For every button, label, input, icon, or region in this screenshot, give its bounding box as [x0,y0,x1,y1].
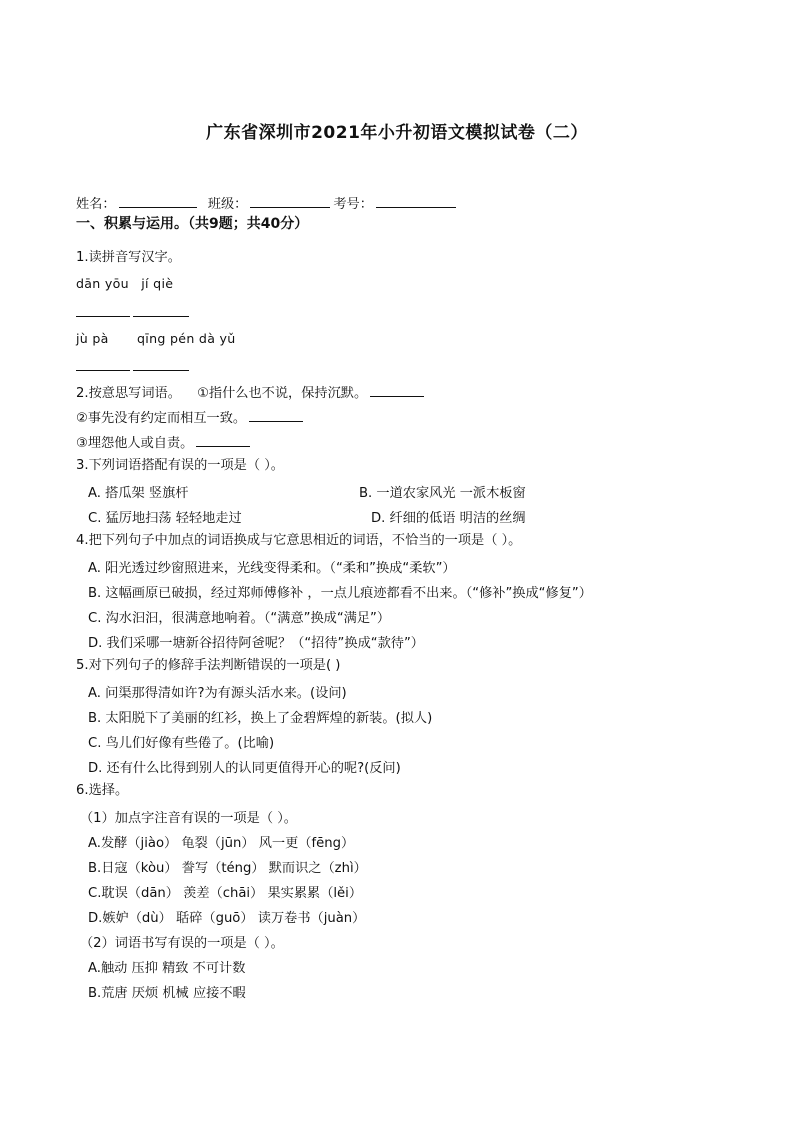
pinyin-item: dān yōu [76,276,129,291]
q5-option-b[interactable]: B. 太阳脱下了美丽的红衫，换上了金碧辉煌的新装。(拟人) [88,711,433,726]
page-title: 广东省深圳市2021年小升初语文模拟试卷（二） [206,123,588,143]
q2-item1: ①指什么也不说，保持沉默。 [197,386,368,401]
pinyin-item: jù pà [76,331,109,346]
q5-option-d[interactable]: D. 还有什么比得到别人的认同更值得开心的呢?(反问) [88,761,401,776]
q3-option-c[interactable]: C. 猛厉地扫荡 轻轻地走过 [88,511,242,526]
q4-option-c[interactable]: C. 沟水汩汩，很满意地响着。（“满意”换成“满足”） [88,611,391,626]
q3-option-b[interactable]: B. 一道农家风光 一派木板窗 [359,486,526,501]
number-label: 考号： [333,197,373,212]
q6-sub2-stem: （2）词语书写有误的一项是（ ）。 [80,936,284,951]
q4-stem: 4.把下列句子中加点的词语换成与它意思相近的词语，不恰当的一项是（ ）。 [76,533,522,548]
class-label: 班级： [207,197,248,212]
q6-sub1-option-c[interactable]: C.耽误（dān） 羡差（chāi） 果实累累（lěi） [88,886,363,901]
q1-pinyin-row2 [76,330,244,348]
q5-stem: 5.对下列句子的修辞手法判断错误的一项是( ) [76,658,341,673]
q6-stem: 6.选择。 [76,783,129,798]
q2-line3 [76,432,253,453]
q1-answer-blank[interactable] [76,316,130,317]
name-field[interactable] [119,193,197,208]
q4-option-d[interactable]: D. 我们采哪一塘新谷招待阿爸呢？（“招待”换成“款待”） [88,636,424,651]
name-label: 姓名： [76,197,116,212]
pinyin-item: jí qiè [141,276,174,291]
q5-option-c[interactable]: C. 鸟儿们好像有些倦了。(比喻) [88,736,275,751]
q2-blank2[interactable] [249,407,303,422]
q5-option-a[interactable]: A. 问渠那得清如许?为有源头活水来。(设问) [88,686,347,701]
q2-stem: 2.按意思写词语。 [76,386,181,401]
q1-answer-blank[interactable] [133,316,189,317]
q2-line1 [76,382,427,403]
q1-answer-blank[interactable] [133,370,189,371]
q2-line2 [76,407,306,428]
q3-option-d[interactable]: D. 纤细的低语 明洁的丝绸 [371,511,526,526]
q4-option-b[interactable]: B. 这幅画原已破损，经过郑师傅修补 ，一点儿痕迹都看不出来。（“修补”换成“修复”） [88,586,592,601]
q6-sub1-option-b[interactable]: B.日寇（kòu） 誊写（téng） 默而识之（zhì） [88,861,367,876]
q2-item3: ③埋怨他人或自责。 [76,436,194,451]
q2-blank3[interactable] [196,432,250,447]
q4-option-a[interactable]: A. 阳光透过纱窗照进来，光线变得柔和。（“柔和”换成“柔软”） [88,561,456,576]
q6-sub1-option-a[interactable]: A.发酵（jiào） 龟裂（jūn） 风一更（fēng） [88,836,355,851]
number-field[interactable] [376,193,456,208]
q2-item2: ②事先没有约定而相互一致。 [76,411,247,426]
pinyin-item: qīng pén dà yǔ [137,331,236,346]
q2-blank1[interactable] [370,382,424,397]
q1-answer-blank[interactable] [76,370,130,371]
student-info-row [76,193,459,214]
q6-sub2-option-b[interactable]: B.荒唐 厌烦 机械 应接不暇 [88,986,246,1001]
section1-heading: 一、积累与运用。（共9题；共40分） [76,216,309,232]
q3-stem: 3.下列词语搭配有误的一项是（ ）。 [76,458,284,473]
q6-sub1-stem: （1）加点字注音有误的一项是（ ）。 [80,811,297,826]
q6-sub1-option-d[interactable]: D.嫉妒（dù） 聒碎（guō） 读万卷书（juàn） [88,911,366,926]
class-field[interactable] [250,193,330,208]
q6-sub2-option-a[interactable]: A.触动 压抑 精致 不可计数 [88,961,246,976]
q3-option-a[interactable]: A. 搭瓜架 竖旗杆 [88,486,189,501]
q1-pinyin-row1 [76,275,181,293]
q1-stem: 1.读拼音写汉字。 [76,250,181,265]
